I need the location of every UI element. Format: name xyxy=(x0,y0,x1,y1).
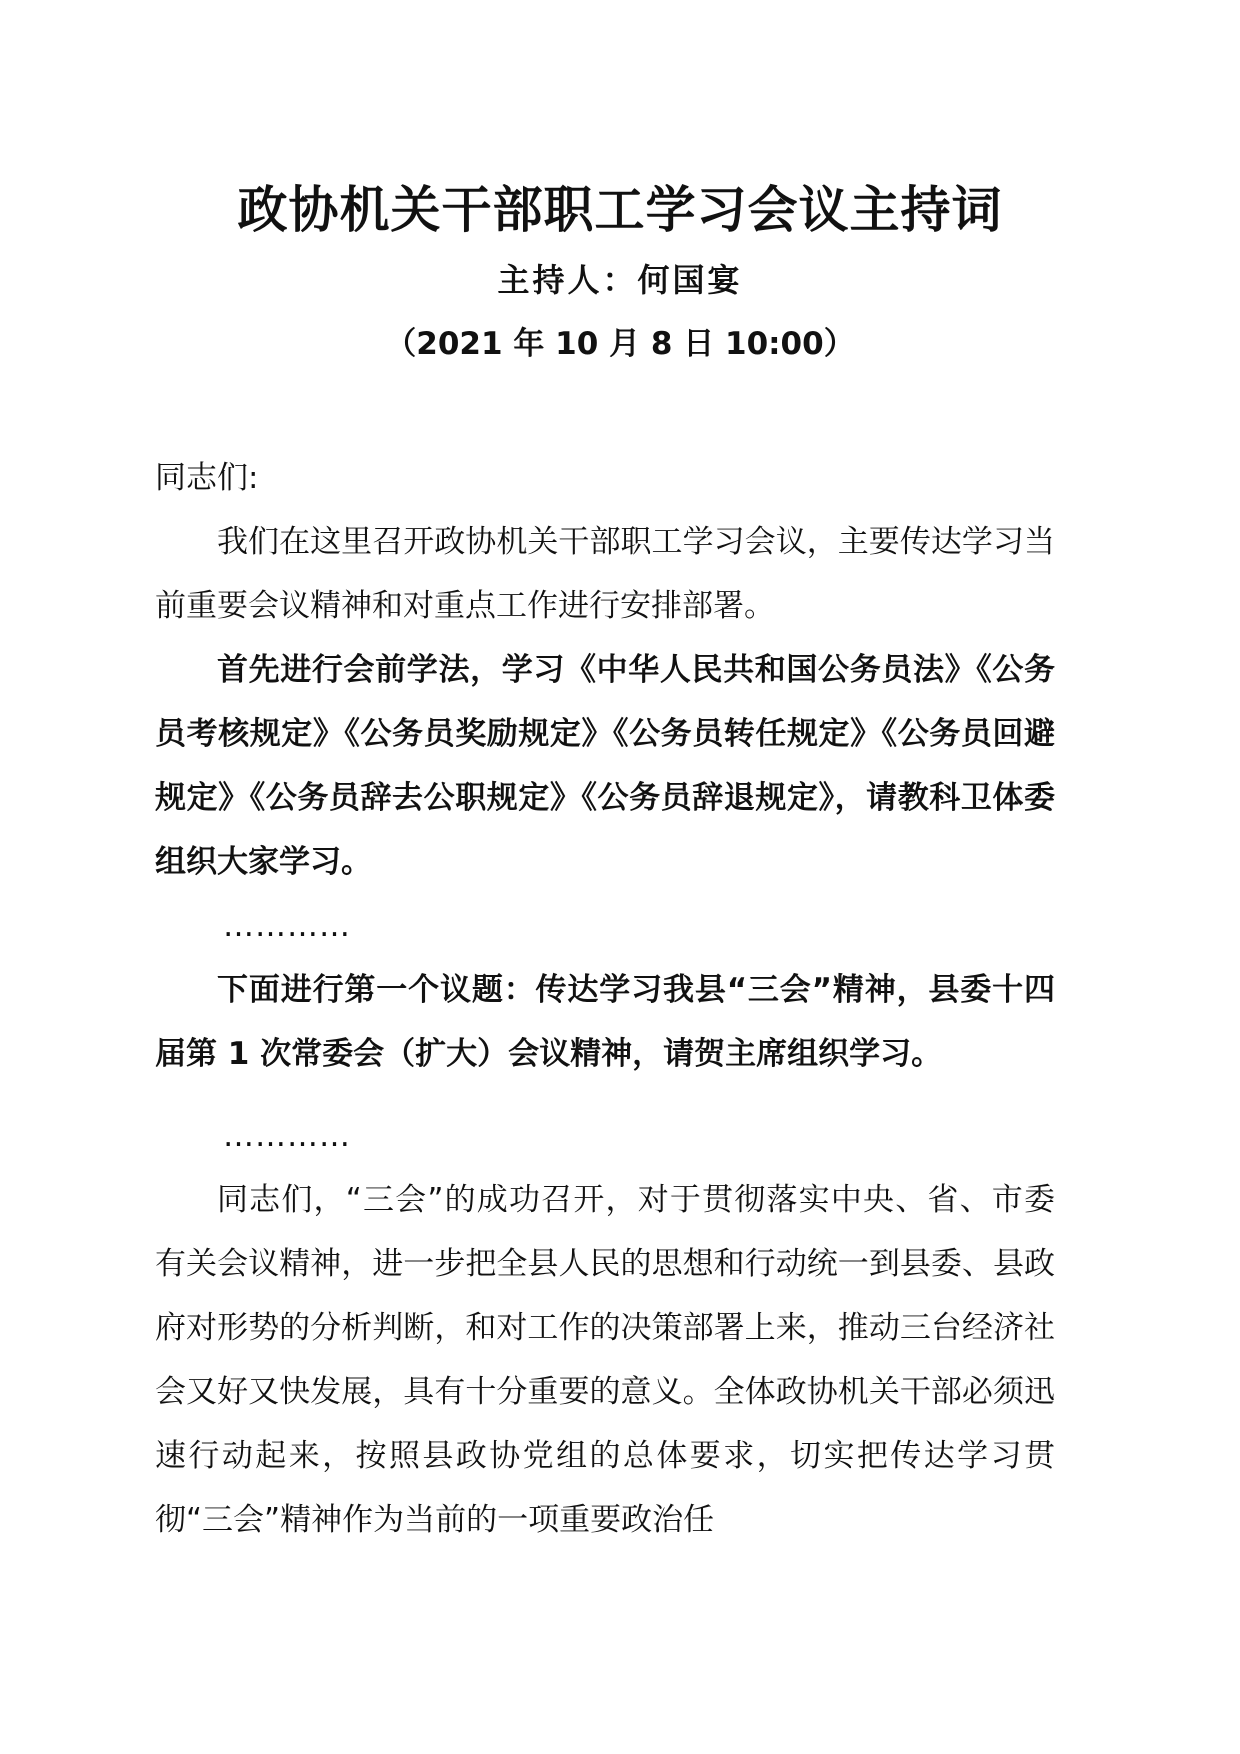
greeting: 同志们: xyxy=(155,460,259,496)
paragraph-study-law: 首先进行会前学法，学习《中华人民共和国公务员法》《公务员考核规定》《公务员奖励规定》《公务员转任规定》《公务员回避规定》《公务员辞去公职规定》《公务员辞退规定》，请教科卫体委组织大家学习。 xyxy=(155,652,1055,880)
paragraph-significance: 同志们，“三会”的成功召开，对于贯彻落实中央、省、市委有关会议精神，进一步把全县人民的思想和行动统一到县委、县政府对形势的分析判断，和对工作的决策部署上来，推动三台经济社会又好又快发展，具有十分重要的意义。全体政协机关干部必须迅速行动起来，按照县政协党组的总体要求，切实把传达学习贯彻“三会”精神作为当前的一项重要政治任 xyxy=(155,1182,1055,1538)
document-title: 政协机关干部职工学习会议主持词 xyxy=(237,180,1003,239)
document-body xyxy=(155,446,1055,1552)
paragraph-first-topic: 下面进行第一个议题：传达学习我县“三会”精神，县委十四届第 1 次常委会（扩大）会议精神，请贺主席组织学习。 xyxy=(155,972,1055,1072)
paragraph-intro: 我们在这里召开政协机关干部职工学习会议，主要传达学习当前重要会议精神和对重点工作进行安排部署。 xyxy=(155,524,1055,624)
date-line: （2021 年 10 月 8 日 10:00） xyxy=(385,326,855,362)
ellipsis-2: ………… xyxy=(223,1118,351,1154)
ellipsis-1: ………… xyxy=(223,908,351,944)
host-line: 主持人：何国宴 xyxy=(497,261,743,299)
